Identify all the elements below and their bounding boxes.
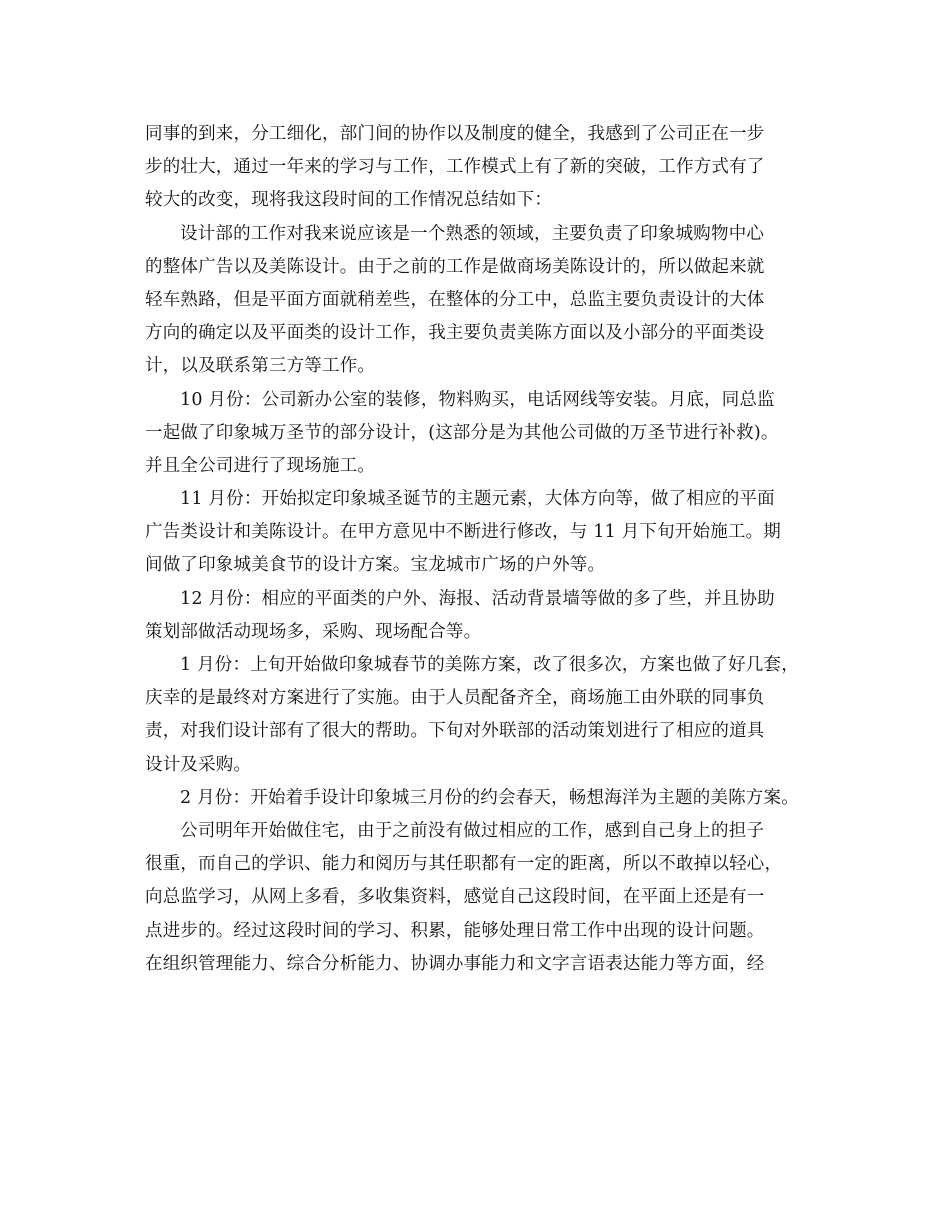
text-line: 责，对我们设计部有了很大的帮助。下旬对外联部的活动策划进行了相应的道具 (145, 721, 765, 742)
text-line: 并且全公司进行了现场施工。 (145, 455, 376, 476)
text-line: 计，以及联系第三方等工作。 (145, 356, 376, 377)
text-line: 方向的确定以及平面类的设计工作，我主要负责美陈方面以及小部分的平面类设 (145, 323, 765, 344)
text-line: 设计及采购。 (145, 754, 252, 775)
text-line: 间做了印象城美食节的设计方案。宝龙城市广场的户外等。 (145, 555, 606, 576)
text-line: 轻车熟路，但是平面方面就稍差些，在整体的分工中，总监主要负责设计的大体 (145, 289, 765, 310)
text-line: 的整体广告以及美陈设计。由于之前的工作是做商场美陈设计的，所以做起来就 (145, 256, 765, 277)
paragraph-first-line: 2 月份：开始着手设计印象城三月份的约会春天，畅想海洋为主题的美陈方案。 (180, 787, 799, 808)
paragraph-first-line: 设计部的工作对我来说应该是一个熟悉的领域，主要负责了印象城购物中心 (180, 223, 765, 244)
paragraph-first-line: 11 月份：开始拟定印象城圣诞节的主题元素，大体方向等，做了相应的平面 (180, 489, 775, 510)
text-line: 广告类设计和美陈设计。在甲方意见中不断进行修改，与 11 月下旬开始施工。期 (145, 522, 781, 543)
text-line: 较大的改变，现将我这段时间的工作情况总结如下： (145, 190, 553, 211)
paragraph-first-line: 1 月份：上旬开始做印象城春节的美陈方案，改了很多次，方案也做了好几套， (180, 655, 799, 675)
paragraph-first-line: 10 月份：公司新办公室的装修，物料购买，电话网线等安装。月底，同总监 (180, 389, 775, 410)
text-line: 向总监学习，从网上多看，多收集资料，感觉自己这段时间，在平面上还是有一 (145, 887, 765, 908)
text-line: 很重，而自己的学识、能力和阅历与其任职都有一定的距离，所以不敢掉以轻心， (145, 854, 783, 875)
text-line: 庆幸的是最终对方案进行了实施。由于人员配备齐全，商场施工由外联的同事负 (145, 688, 765, 709)
paragraph-first-line: 12 月份：相应的平面类的户外、海报、活动背景墙等做的多了些，并且协助 (180, 588, 775, 609)
text-line: 步的壮大，通过一年来的学习与工作，工作模式上有了新的突破，工作方式有了 (145, 157, 765, 178)
document-body (145, 118, 835, 981)
paragraph-first-line: 公司明年开始做住宅，由于之前没有做过相应的工作，感到自己身上的担子 (180, 820, 765, 841)
text-line: 在组织管理能力、综合分析能力、协调办事能力和文字言语表达能力等方面，经 (145, 953, 765, 974)
text-line: 点进步的。经过这段时间的学习、积累，能够处理日常工作中出现的设计问题。 (145, 920, 765, 941)
text-line: 策划部做活动现场多，采购、现场配合等。 (145, 621, 482, 642)
text-line: 同事的到来，分工细化，部门间的协作以及制度的健全，我感到了公司正在一步 (145, 124, 765, 144)
text-line: 一起做了印象城万圣节的部分设计，(这部分是为其他公司做的万圣节进行补救)。 (145, 422, 779, 443)
